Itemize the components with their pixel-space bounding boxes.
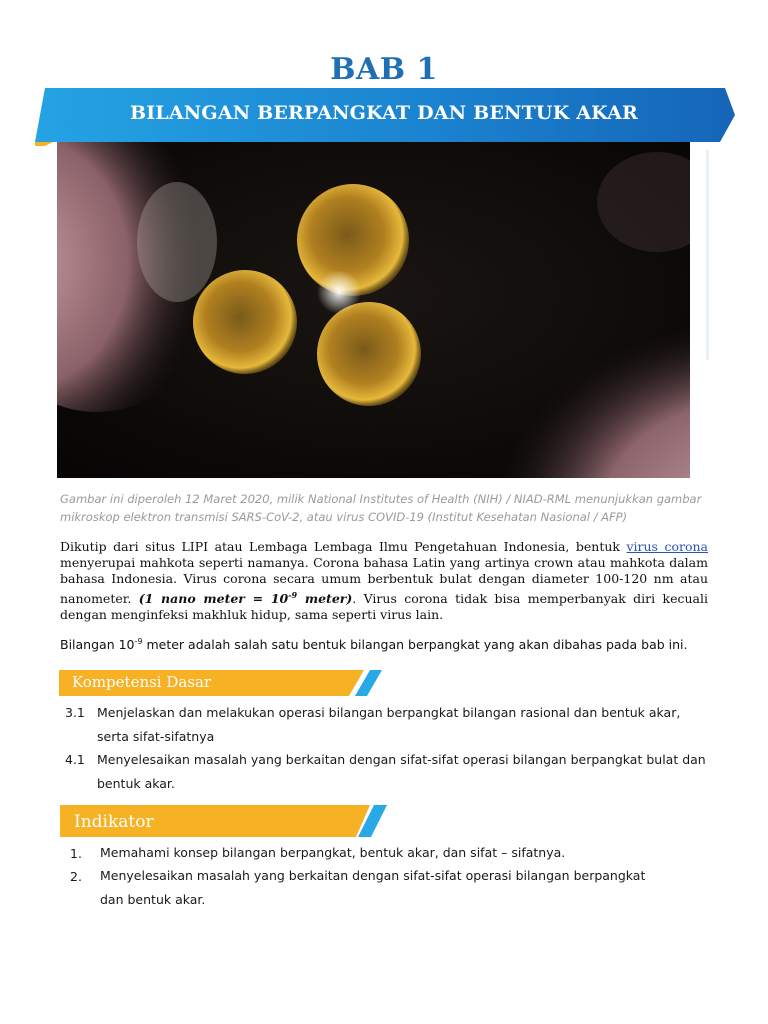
indikator-item-text: Menyelesaikan masalah yang berkaitan dengan sifat-sifat operasi bilangan berpangkat dan bentuk akar. xyxy=(100,868,646,907)
chapter-subtitle: BILANGAN BERPANGKAT DAN BENTUK AKAR xyxy=(129,102,639,124)
intro-emph-b: meter) xyxy=(297,591,353,607)
kompetensi-title: Kompetensi Dasar xyxy=(72,673,212,691)
decorative-frame-line xyxy=(706,150,709,360)
kompetensi-item-text: Menyelesaikan masalah yang berkaitan dengan sifat-sifat operasi bilangan berpangkat bulat dan bentuk akar. xyxy=(97,752,706,791)
statement-paragraph xyxy=(60,634,720,653)
intro-text-3: . Virus corona tidak bisa memperbanyak diri kecuali dengan menginfeksi makhluk hidup, sama seperti virus lain. xyxy=(60,591,708,623)
intro-emph-a: (1 nano meter = 10 xyxy=(138,591,289,607)
statement-a: Bilangan 10 xyxy=(60,637,135,653)
statement-exp: -9 xyxy=(134,637,143,646)
kompetensi-item-text: Menjelaskan dan melakukan operasi bilangan berpangkat bilangan rasional dan bentuk akar, serta sifat-sifatnya xyxy=(97,705,681,744)
chapter-title: BAB 1 xyxy=(330,52,438,87)
indikator-item-number: 1. xyxy=(70,846,82,861)
kompetensi-item-number: 3.1 xyxy=(65,705,85,720)
statement-b: meter adalah salah satu bentuk bilangan berpangkat yang akan dibahas pada bab ini. xyxy=(142,637,688,653)
indikator-item-number: 2. xyxy=(70,869,82,884)
image-caption: Gambar ini diperoleh 12 Maret 2020, milik National Institutes of Health (NIH) / NIAD-RML menunjukkan gambar mikroskop elektron transmisi SARS-CoV-2, atau virus COVID-19 (Institut Kesehatan Nasional / AFP) xyxy=(60,492,702,524)
kompetensi-item-number: 4.1 xyxy=(65,752,85,767)
intro-emph-exp: -9 xyxy=(288,590,298,600)
virus-corona-link[interactable]: virus corona xyxy=(626,539,708,554)
virus-microscope-image xyxy=(57,142,690,478)
intro-text-2: menyerupai mahkota seperti namanya. Corona bahasa Latin yang artinya crown atau mahkota dalam bahasa Indonesia. Virus corona secara umum berbentuk bulat dengan diameter 100-120 nm atau nanometer. xyxy=(60,555,708,607)
indikator-item-text: Memahami konsep bilangan berpangkat, bentuk akar, dan sifat – sifatnya. xyxy=(100,845,566,860)
intro-text-1: Dikutip dari situs LIPI atau Lembaga Lembaga Ilmu Pengetahuan Indonesia, bentuk xyxy=(60,539,627,554)
intro-paragraph xyxy=(60,539,708,623)
indikator-title: Indikator xyxy=(74,812,154,832)
